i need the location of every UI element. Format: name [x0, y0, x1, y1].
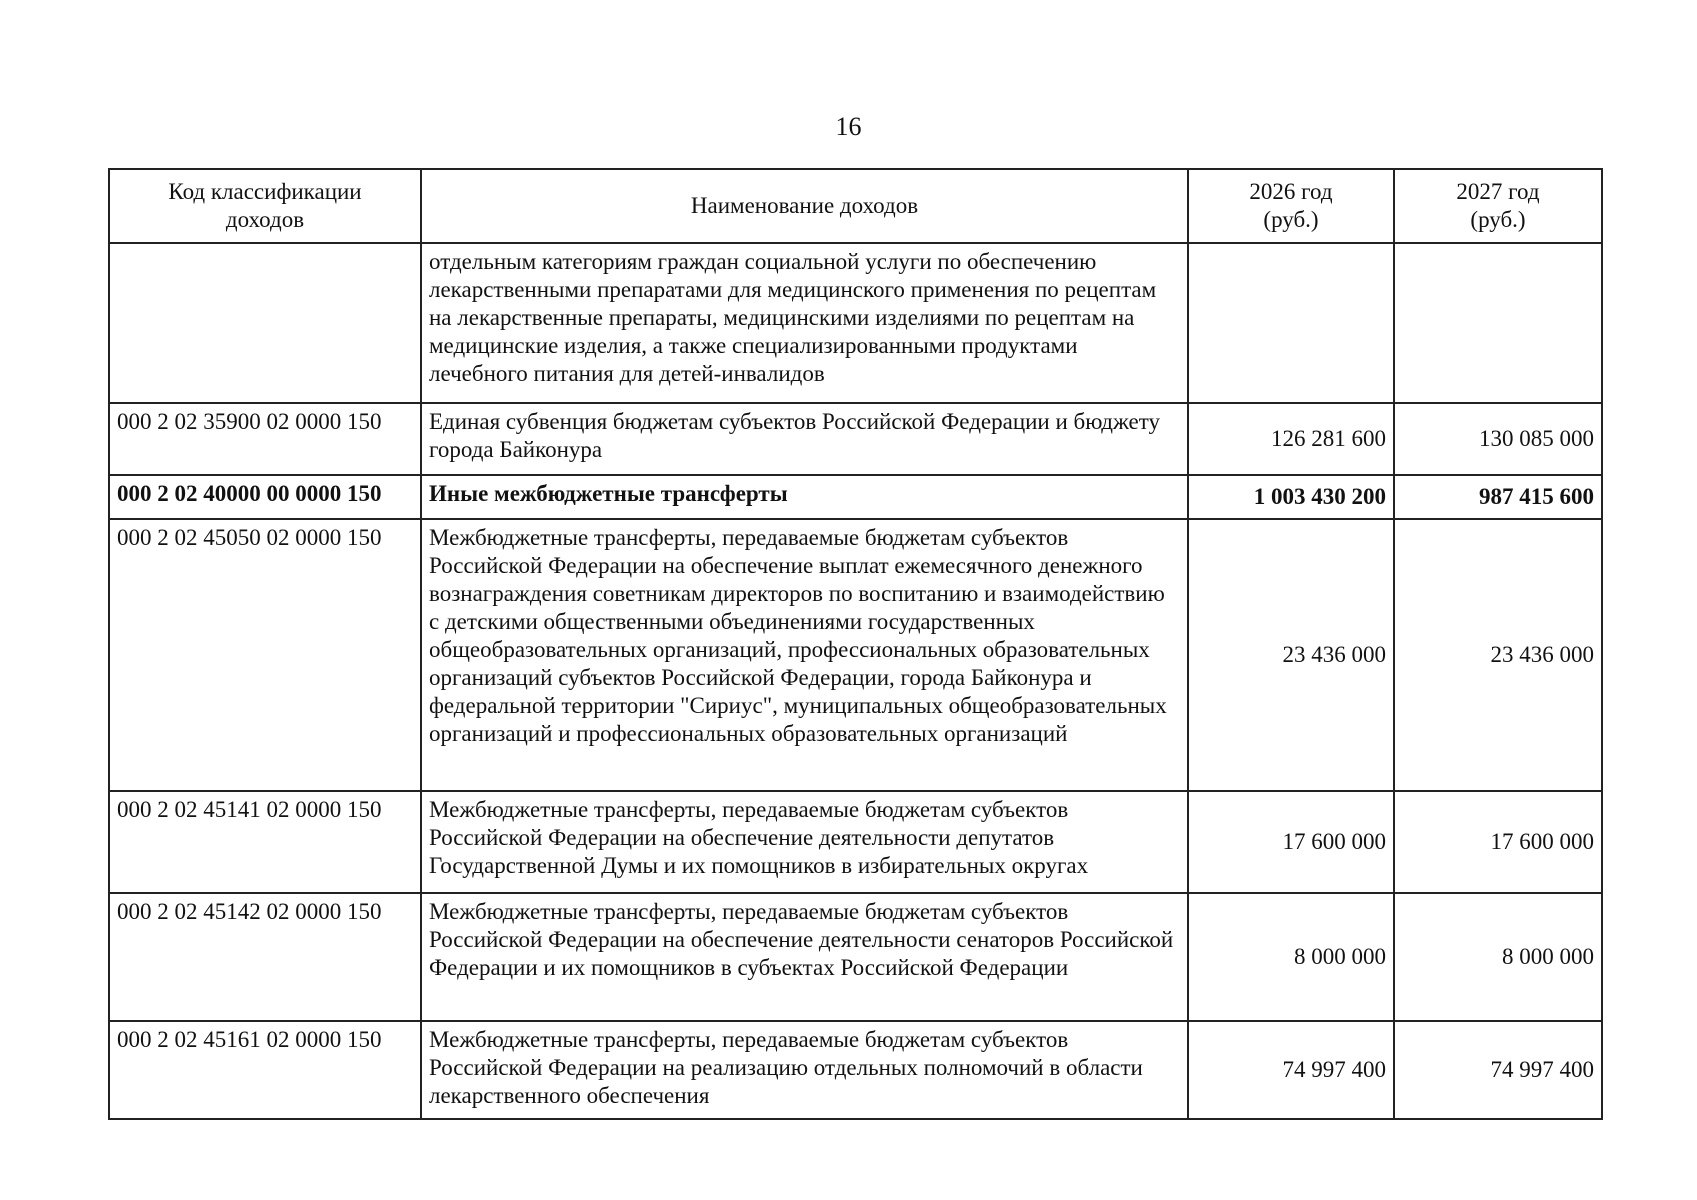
table-row [109, 1021, 1602, 1119]
table-row [109, 791, 1602, 893]
row-code: 000 2 02 45141 02 0000 150 [109, 791, 421, 893]
header-code: Код классификации доходов [109, 169, 421, 243]
table-row-total [109, 475, 1602, 519]
row-name: Межбюджетные трансферты, передаваемые бюджетам субъектов Российской Федерации на обеспечение деятельности депутатов Государственной Думы и их помощников в избирательных округах [421, 791, 1188, 893]
table-header-row [109, 169, 1602, 243]
row-value-2026: 23 436 000 [1188, 519, 1394, 791]
row-value-2026: 126 281 600 [1188, 403, 1394, 475]
row-value-2027: 8 000 000 [1394, 893, 1602, 1021]
table-row [109, 519, 1602, 791]
row-name: отдельным категориям граждан социальной услуги по обеспечению лекарственными препаратами для медицинского применения по рецептам на лекарственные препараты, медицинскими изделиями по рецептам на медицинские изделия, а также специализированными продуктами лечебного питания для детей-инвалидов [421, 243, 1188, 403]
row-value-2027: 130 085 000 [1394, 403, 1602, 475]
table-row [109, 893, 1602, 1021]
income-table [108, 168, 1603, 1120]
row-value-2026: 17 600 000 [1188, 791, 1394, 893]
row-code: 000 2 02 45161 02 0000 150 [109, 1021, 421, 1119]
row-code: 000 2 02 45050 02 0000 150 [109, 519, 421, 791]
row-value-2027: 23 436 000 [1394, 519, 1602, 791]
row-value-2026 [1188, 243, 1394, 403]
row-code: 000 2 02 40000 00 0000 150 [109, 475, 421, 519]
row-value-2027 [1394, 243, 1602, 403]
row-code [109, 243, 421, 403]
row-name: Единая субвенция бюджетам субъектов Российской Федерации и бюджету города Байконура [421, 403, 1188, 475]
row-value-2026: 8 000 000 [1188, 893, 1394, 1021]
row-name: Межбюджетные трансферты, передаваемые бюджетам субъектов Российской Федерации на обеспечение выплат ежемесячного денежного вознаграждения советникам директоров по воспитанию и взаимодействию с детскими общественными объединениями государственных общеобразовательных организаций, профессиональных образовательных организаций субъектов Российской Федерации, города Байконура и федеральной территории "Сириус", муниципальных общеобразовательных организаций и профессиональных образовательных организаций [421, 519, 1188, 791]
header-year-2027: 2027 год (руб.) [1394, 169, 1602, 243]
row-value-2027: 74 997 400 [1394, 1021, 1602, 1119]
page-number: 16 [835, 112, 862, 141]
table-row [109, 403, 1602, 475]
row-code: 000 2 02 45142 02 0000 150 [109, 893, 421, 1021]
row-value-2027: 17 600 000 [1394, 791, 1602, 893]
header-name: Наименование доходов [421, 169, 1188, 243]
row-value-2027: 987 415 600 [1394, 475, 1602, 519]
table-row [109, 243, 1602, 403]
row-value-2026: 74 997 400 [1188, 1021, 1394, 1119]
row-name: Иные межбюджетные трансферты [421, 475, 1188, 519]
row-name: Межбюджетные трансферты, передаваемые бюджетам субъектов Российской Федерации на реализацию отдельных полномочий в области лекарственного обеспечения [421, 1021, 1188, 1119]
row-value-2026: 1 003 430 200 [1188, 475, 1394, 519]
row-code: 000 2 02 35900 02 0000 150 [109, 403, 421, 475]
row-name: Межбюджетные трансферты, передаваемые бюджетам субъектов Российской Федерации на обеспечение деятельности сенаторов Российской Федерации и их помощников в субъектах Российской Федерации [421, 893, 1188, 1021]
header-year-2026: 2026 год (руб.) [1188, 169, 1394, 243]
